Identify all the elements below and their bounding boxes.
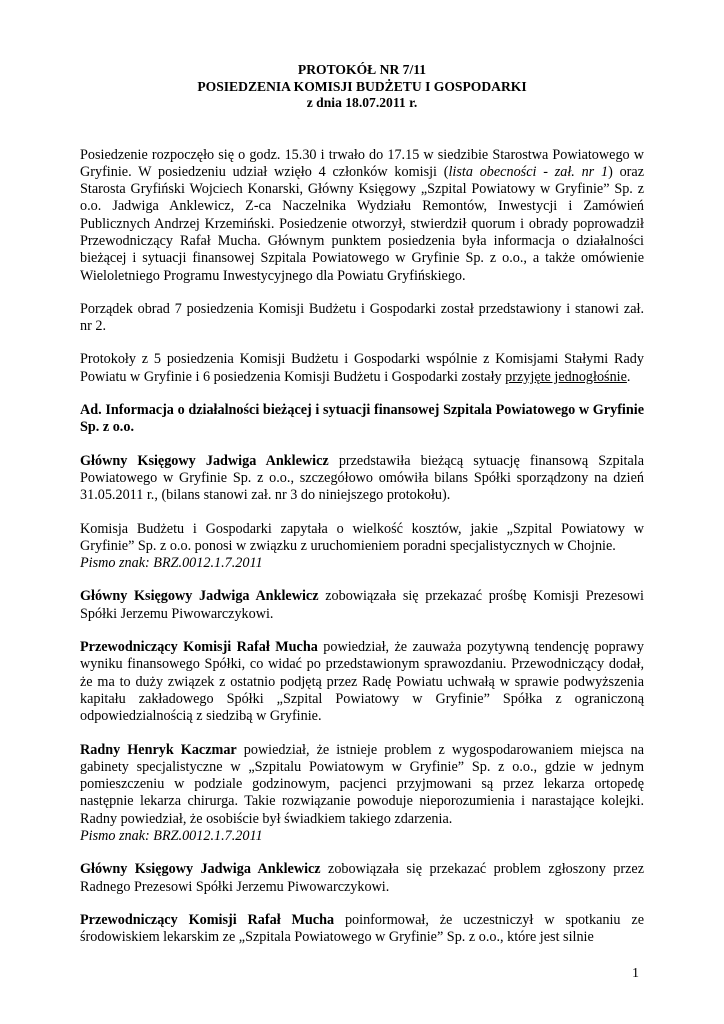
paragraph-commission-question (80, 521, 644, 573)
letter-reference: Pismo znak: BRZ.0012.1.7.2011 (80, 555, 263, 572)
speaker-name: Główny Księgowy Jadwiga Anklewicz (80, 861, 321, 878)
opening-text-2: ) oraz Starosta Gryfiński Wojciech Konarski, Główny Księgowy „Szpital Powiatowy w Gryfinie” Sp. z o.o. Jadwiga Anklewicz, Z-ca Naczelnika Wydziału Remontów, Inwestycji i Zamówień Publicznych Andrzej Krzemiński. Posiedzenie otworzył, stwierdził quorum i obrady poprowadził Przewodniczący Rafał Mucha. Głównym punktem posiedzenia była informacja o działalności bieżącej i sytuacji finansowej Szpitala Powiatowego w Gryfinie Sp. z o.o., a także omówienie Wieloletniego Programu Inwestycyjnego dla Powiatu Gryfińskiego. (80, 163, 644, 284)
speech-text: zobowiązała się przekazać prośbę Komisji Prezesowi Spółki Jerzemu Piwowarczykowi. (80, 588, 644, 622)
agenda-item-heading: Ad. Informacja o działalności bieżącej i sytuacji finansowej Szpitala Powiatowego w Gryfinie Sp. z o.o. (80, 402, 644, 436)
paragraph-councillor-statement (80, 742, 644, 846)
unanimous-note: przyjęte jednogłośnie (505, 368, 627, 385)
attendance-note: lista obecności - zał. nr 1 (448, 163, 609, 180)
paragraph-agenda: Porządek obrad 7 posiedzenia Komisji Budżetu i Gospodarki został przedstawiony i stanowi zał. nr 2. (80, 300, 644, 335)
document-header (80, 62, 644, 112)
letter-reference: Pismo znak: BRZ.0012.1.7.2011 (80, 828, 263, 844)
paragraph-chairman-statement (80, 639, 644, 725)
protocol-date: z dnia 18.07.2011 r. (306, 95, 418, 110)
paragraph-accountant-followup (80, 861, 644, 896)
paragraph-accountant-report (80, 453, 644, 505)
opening-text-1: Posiedzenie rozpoczęło się o godz. 15.30 i trwało do 17.15 w siedzibie Starostwa Powiatowego w Gryfinie. W posiedzeniu udział wzięło 4 członków komisji ( (80, 146, 644, 180)
speech-text: zobowiązała się przekazać problem zgłoszony przez Radnego Prezesowi Spółki Jerzemu Piwowarczykowi. (80, 861, 644, 895)
paragraph-accountant-commitment (80, 588, 644, 623)
speaker-name: Przewodniczący Komisji Rafał Mucha (80, 639, 318, 656)
speech-text: powiedział, że zauważa pozytywną tendencję poprawy wyniku finansowego Spółki, co widać po przedstawionym sprawozdaniu. Przewodniczący dodał, że ma to duży związek z ostatnio podjętą przez Radę Powiatu uchwałą w sprawie podwyższenia kapitału zakładowego Spółki „Szpital Powiatowy w Gryfinie” Spółka z ograniczoną odpowiedzialnością z siedzibą w Gryfinie. (80, 639, 644, 725)
speech-text: przedstawiła bieżącą sytuację finansową Szpitala Powiatowego w Gryfinie Sp. z o.o., szczegółowo omówiła bilans Spółki sporządzony na dzień 31.05.2011 r., (bilans stanowi zał. nr 3 do niniejszego protokołu). (80, 452, 644, 504)
commission-title: POSIEDZENIA KOMISJI BUDŻETU I GOSPODARKI (197, 78, 527, 94)
speech-text: powiedział, że istnieje problem z wygospodarowaniem miejsca na gabinety specjalistyczne w „Szpitalu Powiatowym w Gryfinie” Sp. z o.o., gdzie w jednym pomieszczeniu w podziale godzinowym, pacjenci przyjmowani są przez lekarza ortopedę następnie lekarza chirurga. Takie rozwiązanie powoduje nieporozumienia i narastające kolejki. Radny powiedział, że osobiście był świadkiem takiego zdarzenia. (80, 741, 644, 827)
protocols-text: Protokoły z 5 posiedzenia Komisji Budżetu i Gospodarki wspólnie z Komisjami Stałymi Rady Powiatu w Gryfinie i 6 posiedzenia Komisji Budżetu i Gospodarki zostały (80, 351, 644, 385)
speaker-name: Przewodniczący Komisji Rafał Mucha (80, 911, 335, 928)
question-text: Komisja Budżetu i Gospodarki zapytała o wielkość kosztów, jakie „Szpital Powiatowy w Gryfinie” Sp. z o.o. ponosi w związku z uruchomieniem poradni specjalistycznych w Chojnie. (80, 520, 644, 554)
paragraph-protocols (80, 351, 644, 386)
speaker-name: Główny Księgowy Jadwiga Anklewicz (80, 452, 329, 469)
paragraph-opening (80, 147, 644, 285)
protocols-end: . (626, 368, 631, 385)
protocol-title: PROTOKÓŁ NR 7/11 (297, 62, 427, 77)
page-number: 1 (632, 966, 639, 981)
speaker-name: Radny Henryk Kaczmar (80, 741, 237, 758)
speech-text: poinformował, że uczestniczył w spotkaniu ze środowiskiem lekarskim ze „Szpitala Powiatowego w Gryfinie” Sp. z o.o., które jest silnie (80, 911, 644, 946)
document-page (80, 62, 644, 946)
paragraph-chairman-meeting (80, 912, 644, 947)
speaker-name: Główny Księgowy Jadwiga Anklewicz (80, 588, 319, 605)
